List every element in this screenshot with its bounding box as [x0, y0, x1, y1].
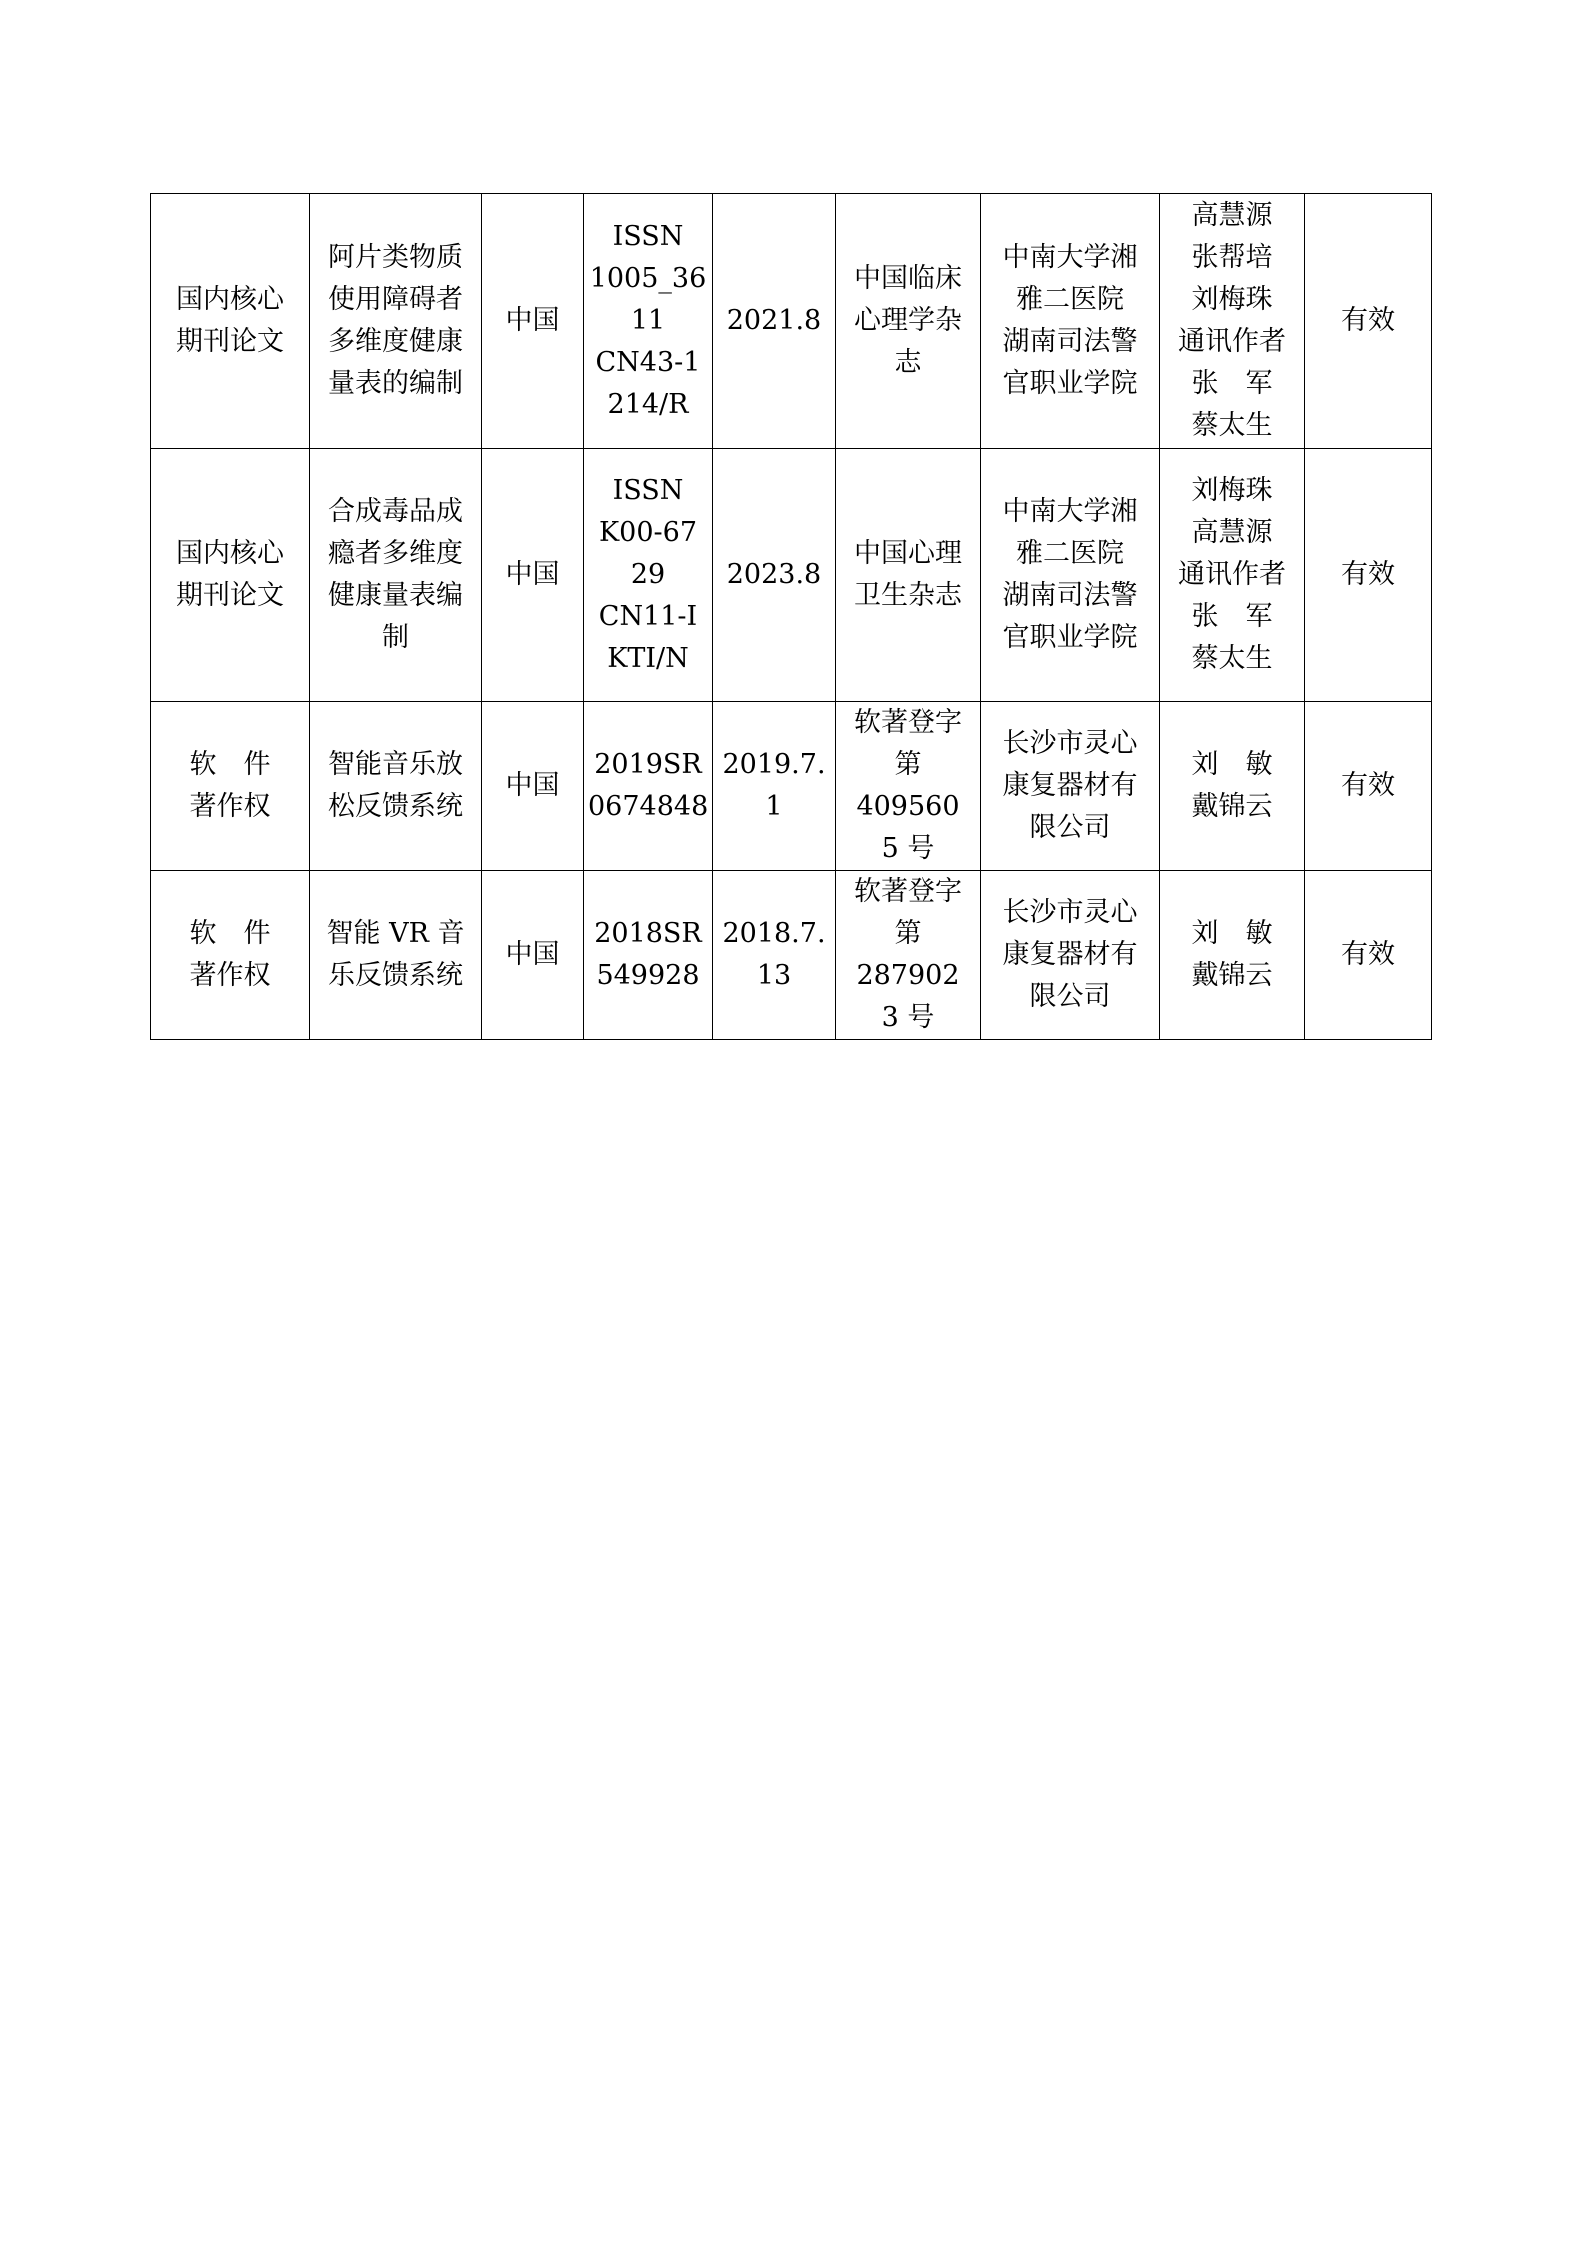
- cell-line: 松反馈系统: [328, 791, 463, 822]
- cell-number: [584, 702, 713, 871]
- cell-line: 阿片类物质: [328, 242, 463, 273]
- cell-line: 2019SR: [594, 749, 702, 780]
- cell-line: 多维度健康: [328, 326, 463, 357]
- cell-institution: [981, 702, 1160, 871]
- cell-line: 中国心理: [854, 538, 962, 569]
- cell-title: [310, 449, 482, 702]
- cell-line: 高慧源: [1191, 200, 1273, 231]
- cell-number: [584, 449, 713, 702]
- cell-line: 有效: [1341, 770, 1395, 801]
- cell-date: [713, 194, 836, 449]
- cell-line: KTI/N: [607, 643, 689, 674]
- cell-country: [482, 702, 584, 871]
- table-row: [151, 449, 1432, 702]
- cell-status: [1305, 871, 1432, 1040]
- cell-line: 2019.7.: [722, 749, 826, 780]
- cell-line: ISSN: [612, 475, 684, 506]
- cell-line: 限公司: [1029, 812, 1111, 843]
- cell-line: 蔡太生: [1191, 410, 1273, 441]
- cell-line: 刘 敏: [1191, 918, 1273, 949]
- cell-line: 软著登字: [854, 876, 962, 907]
- cell-line: 中南大学湘: [1002, 496, 1138, 527]
- cell-line: 官职业学院: [1002, 622, 1138, 653]
- table-body: [151, 194, 1432, 1040]
- cell-line: 11: [630, 305, 666, 336]
- cell-title: [310, 194, 482, 449]
- cell-publisher: [836, 194, 981, 449]
- cell-line: 1005_36: [589, 263, 707, 294]
- cell-country: [482, 449, 584, 702]
- cell-line: CN11-I: [598, 601, 698, 632]
- cell-title: [310, 871, 482, 1040]
- cell-line: 2018SR: [594, 918, 702, 949]
- cell-line: 刘梅珠: [1191, 284, 1273, 315]
- cell-status: [1305, 449, 1432, 702]
- cell-line: 合成毒品成: [328, 496, 463, 527]
- cell-line: 有效: [1341, 305, 1395, 336]
- cell-line: 官职业学院: [1002, 368, 1138, 399]
- cell-status: [1305, 702, 1432, 871]
- cell-line: 0674848: [588, 791, 709, 822]
- cell-publisher: [836, 871, 981, 1040]
- cell-line: 中国临床: [854, 263, 962, 294]
- cell-line: 中国: [505, 305, 560, 336]
- cell-line: 限公司: [1029, 981, 1111, 1012]
- cell-type: [151, 871, 310, 1040]
- cell-date: [713, 449, 836, 702]
- cell-date: [713, 871, 836, 1040]
- cell-line: 中南大学湘: [1002, 242, 1138, 273]
- cell-line: 湖南司法警: [1002, 326, 1138, 357]
- cell-line: 409560: [856, 791, 960, 822]
- cell-country: [482, 194, 584, 449]
- table-row: [151, 194, 1432, 449]
- cell-line: 卫生杂志: [854, 580, 962, 611]
- cell-publisher: [836, 702, 981, 871]
- cell-line: 中国: [505, 939, 560, 970]
- cell-line: 549928: [596, 960, 700, 991]
- cell-line: 健康量表编: [328, 580, 463, 611]
- cell-status: [1305, 194, 1432, 449]
- cell-date: [713, 702, 836, 871]
- cell-line: 雅二医院: [1016, 538, 1124, 569]
- cell-line: 第: [894, 749, 922, 780]
- cell-line: 心理学杂: [854, 305, 962, 336]
- cell-institution: [981, 449, 1160, 702]
- cell-line: 2023.8: [726, 559, 822, 590]
- cell-authors: [1160, 702, 1305, 871]
- cell-line: 张 军: [1191, 601, 1273, 632]
- cell-line: 通讯作者: [1178, 559, 1286, 590]
- cell-title: [310, 702, 482, 871]
- cell-type: [151, 702, 310, 871]
- cell-line: 刘 敏: [1191, 749, 1273, 780]
- cell-line: 期刊论文: [176, 580, 284, 611]
- cell-line: 雅二医院: [1016, 284, 1124, 315]
- cell-line: 高慧源: [1191, 517, 1273, 548]
- cell-line: 张帮培: [1191, 242, 1273, 273]
- cell-line: 软 件: [189, 918, 271, 949]
- cell-line: 长沙市灵心: [1002, 728, 1138, 759]
- cell-line: 287902: [856, 960, 960, 991]
- cell-line: 1: [765, 791, 783, 822]
- cell-type: [151, 449, 310, 702]
- cell-line: 长沙市灵心: [1002, 897, 1138, 928]
- cell-authors: [1160, 871, 1305, 1040]
- cell-line: 使用障碍者: [328, 284, 463, 315]
- cell-country: [482, 871, 584, 1040]
- table-row: [151, 702, 1432, 871]
- cell-line: 志: [894, 347, 922, 378]
- cell-line: 张 军: [1191, 368, 1273, 399]
- cell-line: 中国: [505, 770, 560, 801]
- cell-line: 智能 VR 音: [326, 918, 465, 949]
- cell-line: 软著登字: [854, 707, 962, 738]
- cell-type: [151, 194, 310, 449]
- cell-line: 戴锦云: [1191, 960, 1273, 991]
- cell-line: ISSN: [612, 221, 684, 252]
- cell-line: 蔡太生: [1191, 643, 1273, 674]
- cell-number: [584, 871, 713, 1040]
- cell-line: 制: [382, 622, 409, 653]
- cell-line: 智能音乐放: [328, 749, 463, 780]
- cell-line: 13: [756, 960, 792, 991]
- cell-line: 有效: [1341, 559, 1395, 590]
- cell-line: 乐反馈系统: [328, 960, 463, 991]
- cell-line: 湖南司法警: [1002, 580, 1138, 611]
- cell-line: 著作权: [189, 960, 271, 991]
- cell-line: 量表的编制: [328, 368, 463, 399]
- cell-institution: [981, 194, 1160, 449]
- cell-line: 214/R: [607, 389, 689, 420]
- cell-line: 5 号: [881, 833, 935, 864]
- cell-line: 瘾者多维度: [328, 538, 463, 569]
- cell-number: [584, 194, 713, 449]
- cell-line: K00-67: [598, 517, 697, 548]
- cell-line: 第: [894, 918, 922, 949]
- cell-line: 3 号: [881, 1002, 935, 1033]
- cell-authors: [1160, 449, 1305, 702]
- cell-line: 软 件: [189, 749, 271, 780]
- cell-line: 国内核心: [176, 284, 284, 315]
- cell-authors: [1160, 194, 1305, 449]
- cell-line: 29: [630, 559, 666, 590]
- cell-line: 2018.7.: [722, 918, 826, 949]
- cell-publisher: [836, 449, 981, 702]
- cell-line: 戴锦云: [1191, 791, 1273, 822]
- cell-line: 期刊论文: [176, 326, 284, 357]
- cell-line: 2021.8: [726, 305, 822, 336]
- cell-line: 刘梅珠: [1191, 475, 1273, 506]
- cell-line: 国内核心: [176, 538, 284, 569]
- cell-line: 中国: [505, 559, 560, 590]
- table-row: [151, 871, 1432, 1040]
- cell-line: 有效: [1341, 939, 1395, 970]
- cell-line: 通讯作者: [1178, 326, 1286, 357]
- records-table: [150, 193, 1432, 1040]
- cell-line: 康复器材有: [1002, 770, 1138, 801]
- cell-institution: [981, 871, 1160, 1040]
- cell-line: 康复器材有: [1002, 939, 1138, 970]
- cell-line: 著作权: [189, 791, 271, 822]
- cell-line: CN43-1: [595, 347, 701, 378]
